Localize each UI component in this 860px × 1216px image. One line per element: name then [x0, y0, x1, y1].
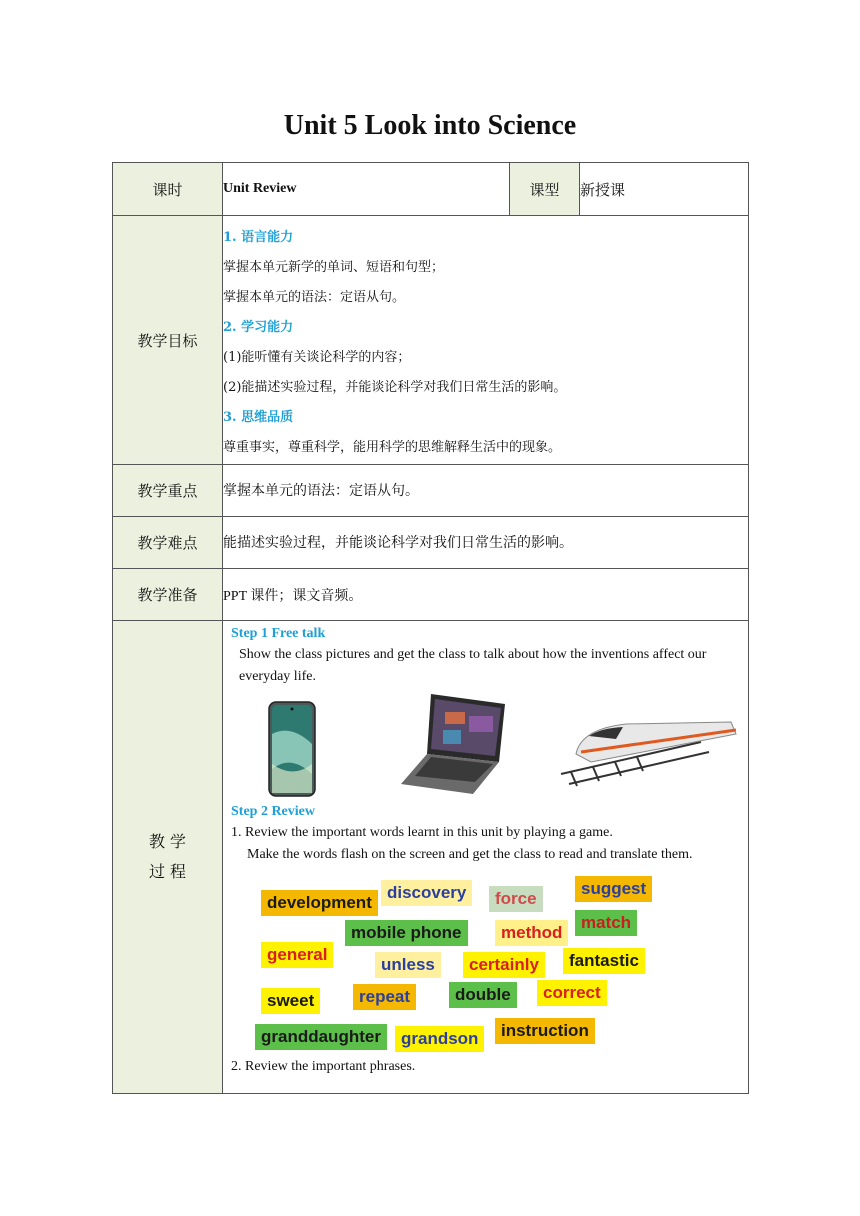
objective-3-line-1: 尊重事实，尊重科学，能用科学的思维解释生活中的现象。 — [223, 440, 562, 455]
objective-1-line-2: 掌握本单元的语法：定语从句。 — [223, 290, 406, 305]
difficulties-value: 能描述实验过程，并能谈论科学对我们日常生活的影响。 — [223, 517, 749, 569]
objective-3-heading: 3. 思维品质 — [223, 410, 294, 425]
step-1-text: Show the class pictures and get the class to talk about how the inventions affect our everyday life. — [239, 647, 707, 684]
word-card: method — [495, 920, 568, 946]
word-card: granddaughter — [255, 1024, 387, 1050]
word-card: instruction — [495, 1018, 595, 1044]
preparation-row — [113, 569, 749, 621]
word-card: match — [575, 910, 637, 936]
difficulties-row — [113, 517, 749, 569]
process-label-line-2: 过 程 — [148, 862, 187, 881]
document-title: Unit 5 Look into Science — [283, 110, 577, 141]
period-value: Unit Review — [223, 163, 510, 216]
preparation-label — [113, 569, 223, 621]
process-row — [113, 621, 749, 1094]
step-2-title: Step 2 Review — [231, 804, 315, 819]
key-points-label: 教学重点 — [113, 465, 223, 517]
word-card: discovery — [381, 880, 472, 906]
preparation-label-text: 教学准备 — [137, 586, 198, 604]
step-2-item-1-detail: Make the words flash on the screen and get the class to read and translate them. — [247, 847, 693, 862]
word-card: certainly — [463, 952, 545, 978]
difficulties-label: 教学难点 — [113, 517, 223, 569]
word-card: grandson — [395, 1026, 484, 1052]
word-card: suggest — [575, 876, 652, 902]
objective-2-heading: 2. 学习能力 — [223, 320, 294, 335]
process-label-line-1: 教 学 — [148, 832, 187, 851]
type-label: 课型 — [510, 163, 580, 216]
word-card: correct — [537, 980, 607, 1006]
type-value: 新授课 — [580, 163, 749, 216]
step-2-item-2: 2. Review the important phrases. — [231, 1059, 416, 1074]
preparation-value: PPT 课件；课文音频。 — [223, 569, 749, 621]
word-card: force — [489, 886, 543, 912]
objectives-row — [113, 216, 749, 465]
word-card: fantastic — [563, 948, 645, 974]
header-row — [113, 163, 749, 216]
word-card-cloud — [231, 866, 740, 1056]
objective-1-line-1: 掌握本单元新学的单词、短语和句型； — [223, 260, 445, 275]
word-card: unless — [375, 952, 441, 978]
objectives-content — [223, 216, 749, 465]
key-points-row — [113, 465, 749, 517]
period-label: 课时 — [113, 163, 223, 216]
step-2-item-1: 1. Review the important words learnt in this unit by playing a game. — [231, 825, 613, 840]
word-card: development — [261, 890, 378, 916]
word-card: sweet — [261, 988, 320, 1014]
mobile-phone-image — [269, 702, 315, 796]
lesson-plan-table — [112, 162, 749, 1094]
high-speed-train-image — [561, 722, 736, 786]
objectives-label: 教学目标 — [113, 216, 223, 465]
key-points-value: 掌握本单元的语法：定语从句。 — [223, 465, 749, 517]
laptop-image — [401, 694, 505, 794]
process-label — [113, 621, 223, 1094]
invention-pictures — [231, 688, 740, 798]
word-card: repeat — [353, 984, 416, 1010]
word-card: double — [449, 982, 517, 1008]
objective-2-line-2: (2)能描述实验过程，并能谈论科学对我们日常生活的影响。 — [223, 380, 567, 395]
word-card: mobile phone — [345, 920, 468, 946]
step-1-title: Step 1 Free talk — [231, 626, 326, 641]
word-card: general — [261, 942, 333, 968]
objective-1-heading: 1. 语言能力 — [223, 230, 294, 245]
objective-2-line-1: (1)能听懂有关谈论科学的内容； — [223, 350, 411, 365]
process-content — [223, 621, 749, 1094]
